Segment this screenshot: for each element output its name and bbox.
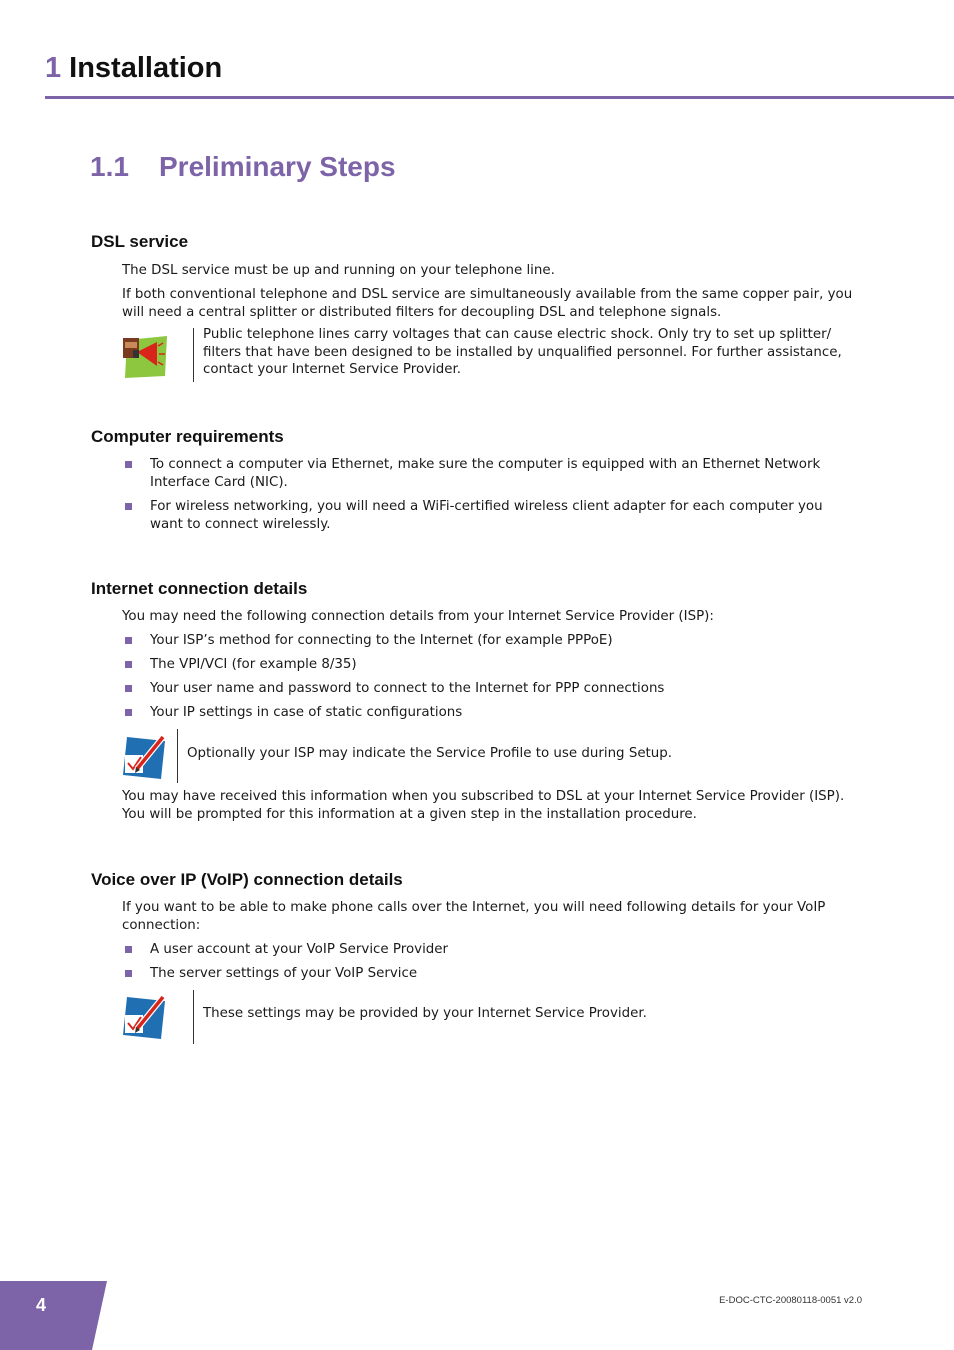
bullet-square-icon xyxy=(125,637,132,644)
list-item-text: To connect a computer via Ethernet, make sure the computer is equipped with an Ethernet Network Interface Card (NIC). xyxy=(150,457,821,490)
list-item-text: The VPI/VCI (for example 8/35) xyxy=(150,657,357,672)
list-item xyxy=(122,632,842,650)
bullet-square-icon xyxy=(125,661,132,668)
footer-page-tab xyxy=(0,1281,107,1350)
dsl-heading: DSL service xyxy=(91,232,189,251)
list-item xyxy=(122,704,842,722)
note-divider xyxy=(193,990,194,1044)
section-title xyxy=(90,149,396,185)
list-item-text: Your user name and password to connect to the Internet for PPP connections xyxy=(150,681,665,696)
list-item-text: Your IP settings in case of static configurations xyxy=(150,705,463,720)
bullet-square-icon xyxy=(125,685,132,692)
bullet-square-icon xyxy=(125,503,132,510)
note-divider xyxy=(177,729,178,783)
section-title-text: Preliminary Steps xyxy=(159,151,396,182)
list-item-text: Your ISP’s method for connecting to the Internet (for example PPPoE) xyxy=(150,633,613,648)
list-item xyxy=(122,965,842,983)
warning-icon xyxy=(121,334,169,378)
list-item xyxy=(122,941,842,959)
list-item xyxy=(122,456,842,491)
list-item xyxy=(122,656,842,674)
dsl-para-2: If both conventional telephone and DSL service are simultaneously available from the same copper pair, you will need a central splitter or distributed filters for decoupling DSL and telephone signals. xyxy=(122,287,853,320)
note-icon xyxy=(121,993,169,1041)
dsl-para-1: The DSL service must be up and running on your telephone line. xyxy=(122,263,555,278)
internet-after-para: You may have received this information when you subscribed to DSL at your Internet Service Provider (ISP). You will be prompted for this information at a given step in the installation procedure. xyxy=(122,789,845,822)
internet-intro: You may need the following connection details from your Internet Service Provider (ISP): xyxy=(122,609,714,624)
bullet-square-icon xyxy=(125,461,132,468)
voip-intro: If you want to be able to make phone calls over the Internet, you will need following details for your VoIP connection: xyxy=(122,900,826,933)
chapter-number: 1 xyxy=(45,52,62,84)
internet-heading: Internet connection details xyxy=(91,579,308,598)
document-id: E-DOC-CTC-20080118-0051 v2.0 xyxy=(719,1295,862,1306)
page-number: 4 xyxy=(36,1295,47,1315)
bullet-square-icon xyxy=(125,709,132,716)
computer-heading: Computer requirements xyxy=(91,427,284,446)
chapter-title: Installation xyxy=(69,52,223,84)
internet-note-text: Optionally your ISP may indicate the Service Profile to use during Setup. xyxy=(187,746,673,761)
note-icon xyxy=(121,733,169,781)
voip-note-text: These settings may be provided by your Internet Service Provider. xyxy=(203,1006,647,1021)
chapter-header xyxy=(45,50,954,99)
bullet-square-icon xyxy=(125,946,132,953)
warning-divider xyxy=(193,328,194,382)
dsl-warning-text: Public telephone lines carry voltages that can cause electric shock. Only try to set up splitter/ filters that have been designed to be installed by unqualified personnel. For further assistance, contact your Internet Service Provider. xyxy=(203,327,842,377)
list-item xyxy=(122,498,842,533)
section-number: 1.1 xyxy=(90,151,129,182)
list-item-text: For wireless networking, you will need a WiFi-certified wireless client adapter for each computer you want to connect wirelessly. xyxy=(150,499,823,532)
list-item-text: A user account at your VoIP Service Provider xyxy=(150,942,449,957)
list-item xyxy=(122,680,842,698)
bullet-square-icon xyxy=(125,970,132,977)
voip-heading: Voice over IP (VoIP) connection details xyxy=(91,870,403,889)
list-item-text: The server settings of your VoIP Service xyxy=(150,966,418,981)
